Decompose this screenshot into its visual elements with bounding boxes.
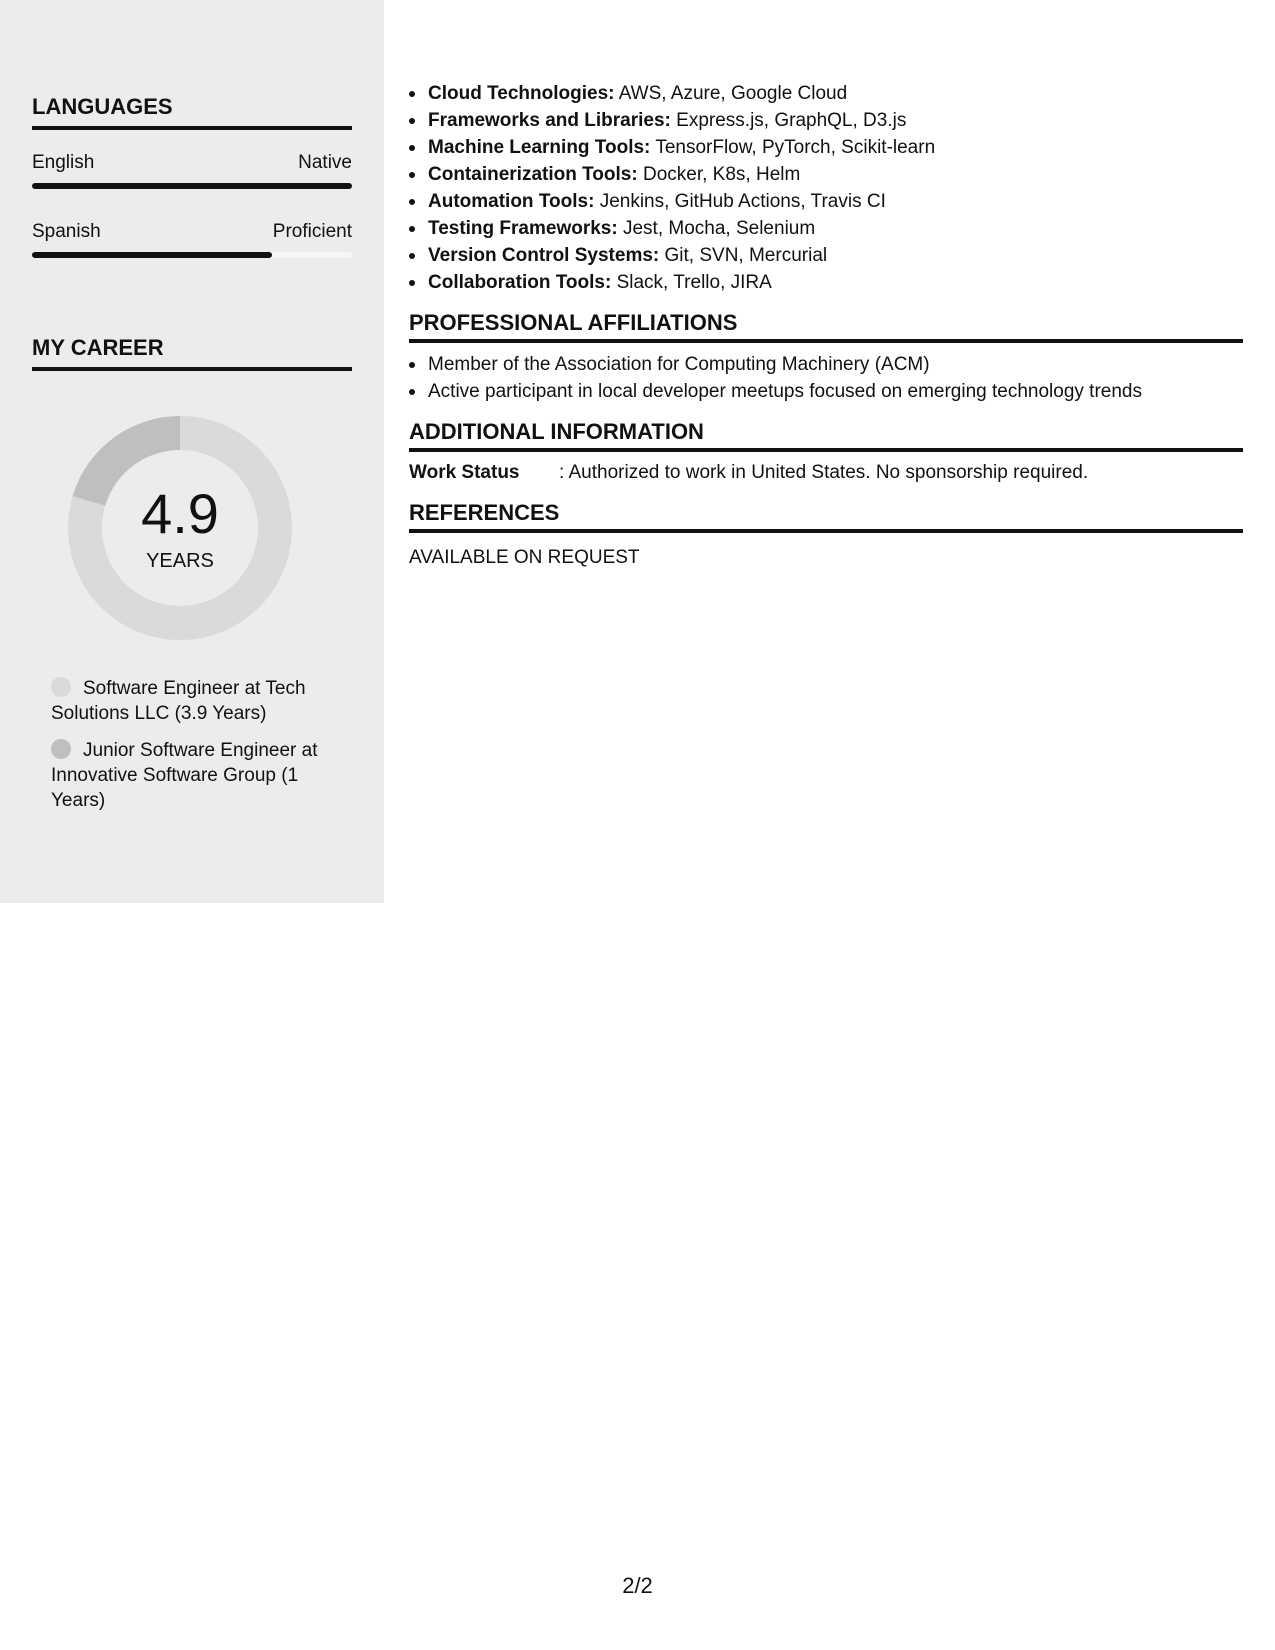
skill-value: Docker, K8s, Helm <box>642 164 801 185</box>
career-heading: MY CAREER <box>32 335 352 371</box>
language-item-english <box>32 152 352 189</box>
legend-dot-icon <box>51 677 71 697</box>
language-proficiency-fill <box>32 183 352 189</box>
skill-label: Version Control Systems: <box>428 245 660 266</box>
language-proficiency-bar <box>32 252 352 258</box>
references-text: AVAILABLE ON REQUEST <box>409 547 640 568</box>
language-level: Proficient <box>272 221 352 242</box>
language-name: Spanish <box>32 221 101 242</box>
skill-value: Express.js, GraphQL, D3.js <box>676 110 907 131</box>
skill-value: TensorFlow, PyTorch, Scikit-learn <box>655 137 936 158</box>
skill-label: Containerization Tools: <box>428 164 638 185</box>
skill-label: Frameworks and Libraries: <box>428 110 671 131</box>
skill-label: Automation Tools: <box>428 191 595 212</box>
skill-value: Git, SVN, Mercurial <box>664 245 828 266</box>
affiliations-list <box>409 351 1243 405</box>
skill-item <box>409 242 1243 269</box>
work-status-label: Work Status <box>409 462 520 483</box>
language-proficiency-bar <box>32 183 352 189</box>
legend-dot-icon <box>51 739 71 759</box>
career-total-unit: YEARS <box>146 550 214 572</box>
skill-value: AWS, Azure, Google Cloud <box>618 83 848 104</box>
career-legend-item <box>51 676 341 726</box>
sidebar <box>0 0 384 903</box>
work-status-row <box>409 460 1243 486</box>
skill-item <box>409 80 1243 107</box>
skill-item <box>409 269 1243 296</box>
career-legend-label: Software Engineer at Tech Solutions LLC (3.9 Years) <box>51 678 306 724</box>
affiliations-heading: PROFESSIONAL AFFILIATIONS <box>409 310 1243 343</box>
career-donut-chart <box>66 414 294 642</box>
language-proficiency-fill <box>32 252 272 258</box>
career-section <box>32 335 352 371</box>
main-content <box>409 80 1243 571</box>
skill-value: Slack, Trello, JIRA <box>616 272 772 293</box>
career-legend-item <box>51 738 341 813</box>
skill-label: Machine Learning Tools: <box>428 137 651 158</box>
skill-item <box>409 215 1243 242</box>
page-number: 2/2 <box>622 1573 653 1598</box>
career-legend-label: Junior Software Engineer at Innovative Software Group (1 Years) <box>51 740 318 811</box>
skill-item <box>409 161 1243 188</box>
skill-item <box>409 107 1243 134</box>
work-status-value: : Authorized to work in United States. No sponsorship required. <box>559 462 1089 483</box>
skill-value: Jest, Mocha, Selenium <box>622 218 816 239</box>
additional-info-heading: ADDITIONAL INFORMATION <box>409 419 1243 452</box>
affiliation-item: Active participant in local developer meetups focused on emerging technology trends <box>409 378 1243 405</box>
affiliation-item: Member of the Association for Computing Machinery (ACM) <box>409 351 1243 378</box>
references-heading: REFERENCES <box>409 500 1243 533</box>
skill-label: Collaboration Tools: <box>428 272 612 293</box>
languages-section <box>32 94 352 258</box>
career-legend <box>51 676 341 825</box>
language-name: English <box>32 152 95 173</box>
language-item-spanish <box>32 221 352 258</box>
skill-item <box>409 188 1243 215</box>
career-total-years: 4.9 <box>141 482 219 545</box>
languages-heading: LANGUAGES <box>32 94 352 130</box>
skill-value: Jenkins, GitHub Actions, Travis CI <box>599 191 886 212</box>
skill-label: Cloud Technologies: <box>428 83 615 104</box>
skill-label: Testing Frameworks: <box>428 218 618 239</box>
skill-item <box>409 134 1243 161</box>
language-level: Native <box>298 152 352 173</box>
skills-list <box>409 80 1243 296</box>
